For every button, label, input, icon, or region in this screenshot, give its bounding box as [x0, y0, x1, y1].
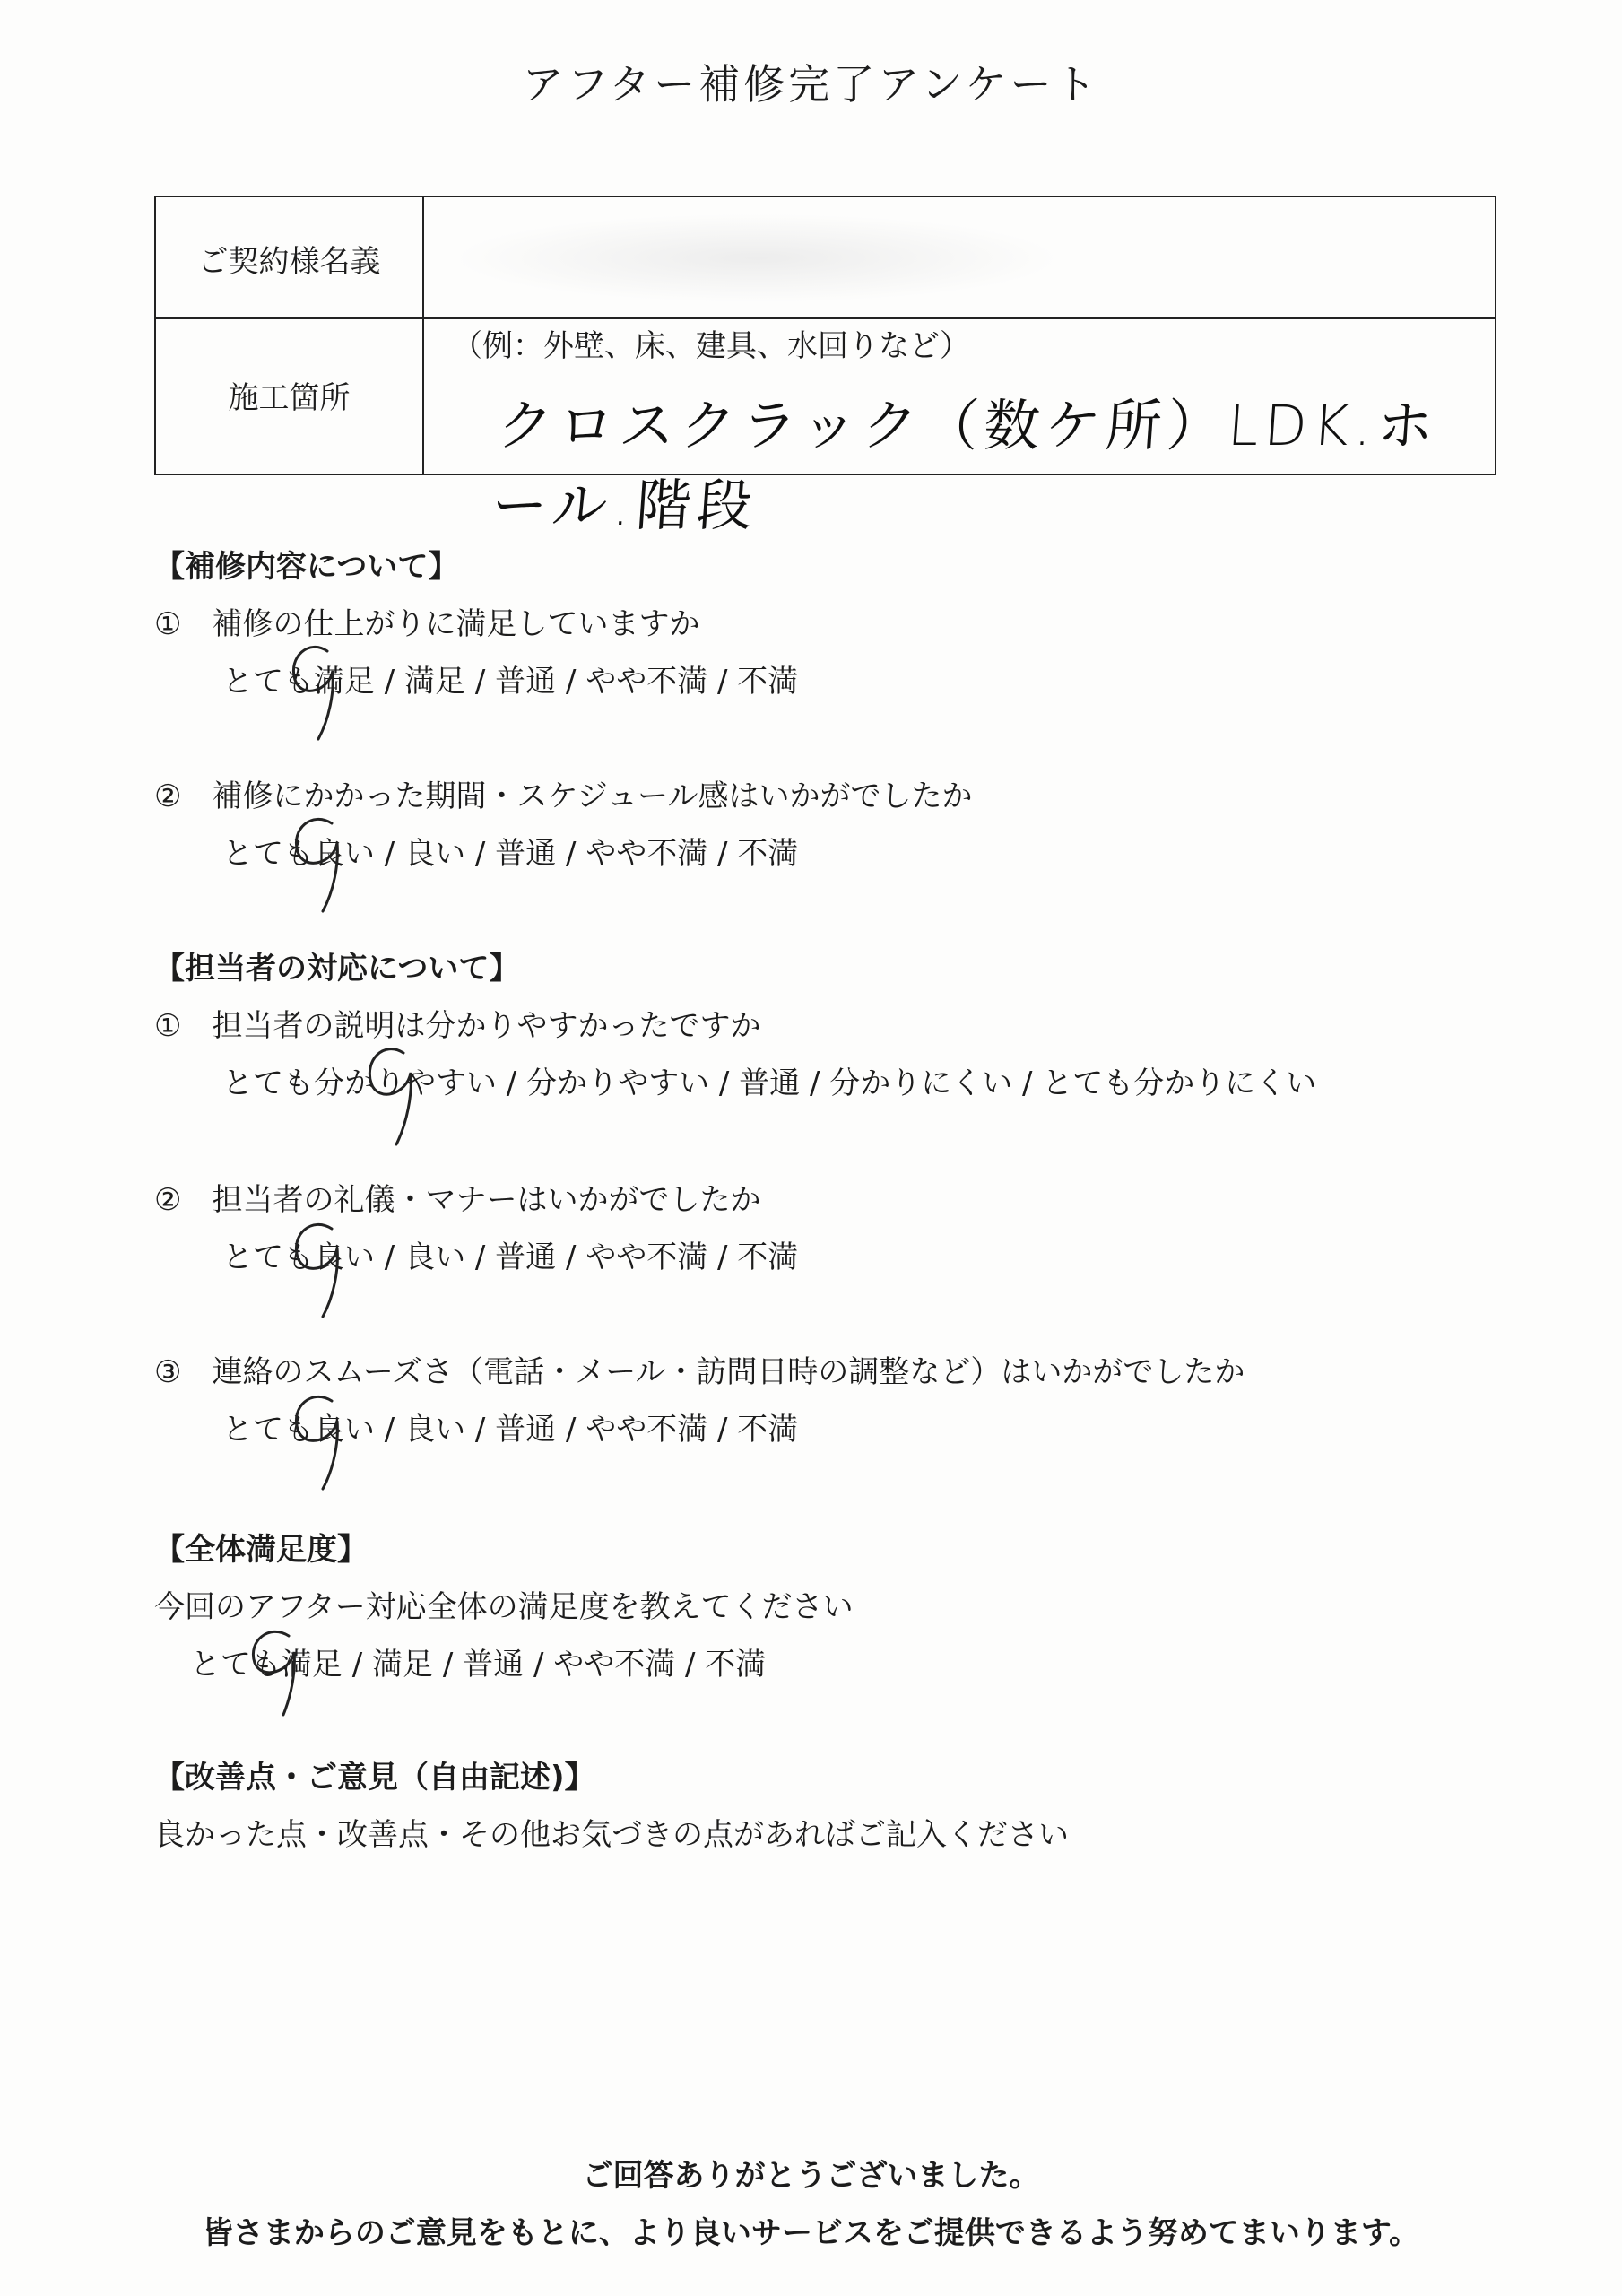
table-divider-vertical [422, 197, 424, 474]
repair-q1-text: ① 補修の仕上がりに満足していますか [154, 606, 700, 642]
section-heading-staff: 【担当者の対応について】 [154, 951, 520, 987]
overall-question-text: 今回のアフター対応全体の満足度を教えてください [154, 1589, 854, 1625]
section-heading-overall: 【全体満足度】 [154, 1532, 368, 1568]
section-heading-feedback: 【改善点・ご意見（自由記述)】 [154, 1760, 595, 1796]
repair-q1-options: とても満足 / 満足 / 普通 / やや不満 / 不満 [222, 664, 799, 700]
repair-q2-options: とても良い / 良い / 普通 / やや不満 / 不満 [222, 836, 799, 872]
location-handwritten-value: クロスクラック（数ケ所）LDK.ホール.階段 [489, 393, 1441, 538]
contract-info-table [154, 196, 1496, 538]
staff-q3-text: ③ 連絡のスムーズさ（電話・メール・訪問日時の調整など）はいかがでしたか [154, 1354, 1245, 1390]
page-title: アフター補修完了アンケート [522, 60, 1100, 109]
staff-q1-options: とても分かりやすい / 分かりやすい / 普通 / 分かりにくい / とても分かりにくい [222, 1065, 1317, 1101]
staff-q1-text: ① 担当者の説明は分かりやすかったですか [154, 1008, 761, 1044]
section-heading-repair: 【補修内容について】 [154, 549, 459, 585]
contract-name-label: ご契約様名義 [197, 244, 381, 280]
table-divider-horizontal [156, 317, 1495, 319]
footer-thanks: ご回答ありがとうございました。 [582, 2158, 1040, 2194]
staff-q3-options: とても良い / 良い / 普通 / やや不満 / 不満 [222, 1412, 799, 1448]
overall-options: とても満足 / 満足 / 普通 / やや不満 / 不満 [190, 1647, 767, 1683]
feedback-question-text: 良かった点・改善点・その他お気づきの点があればご記入ください [154, 1817, 1069, 1853]
location-label: 施工箇所 [228, 380, 351, 416]
staff-q2-options: とても良い / 良い / 普通 / やや不満 / 不満 [222, 1239, 799, 1275]
location-example-text: （例：外壁、床、建具、水回りなど） [452, 328, 970, 364]
footer-message: 皆さまからのご意見をもとに、より良いサービスをご提供できるよう努めてまいります。 [202, 2215, 1420, 2251]
contract-name-value-redacted [452, 213, 1062, 303]
repair-q2-text: ② 補修にかかった期間・スケジュール感はいかがでしたか [154, 778, 973, 814]
staff-q2-text: ② 担当者の礼儀・マナーはいかがでしたか [154, 1182, 761, 1218]
